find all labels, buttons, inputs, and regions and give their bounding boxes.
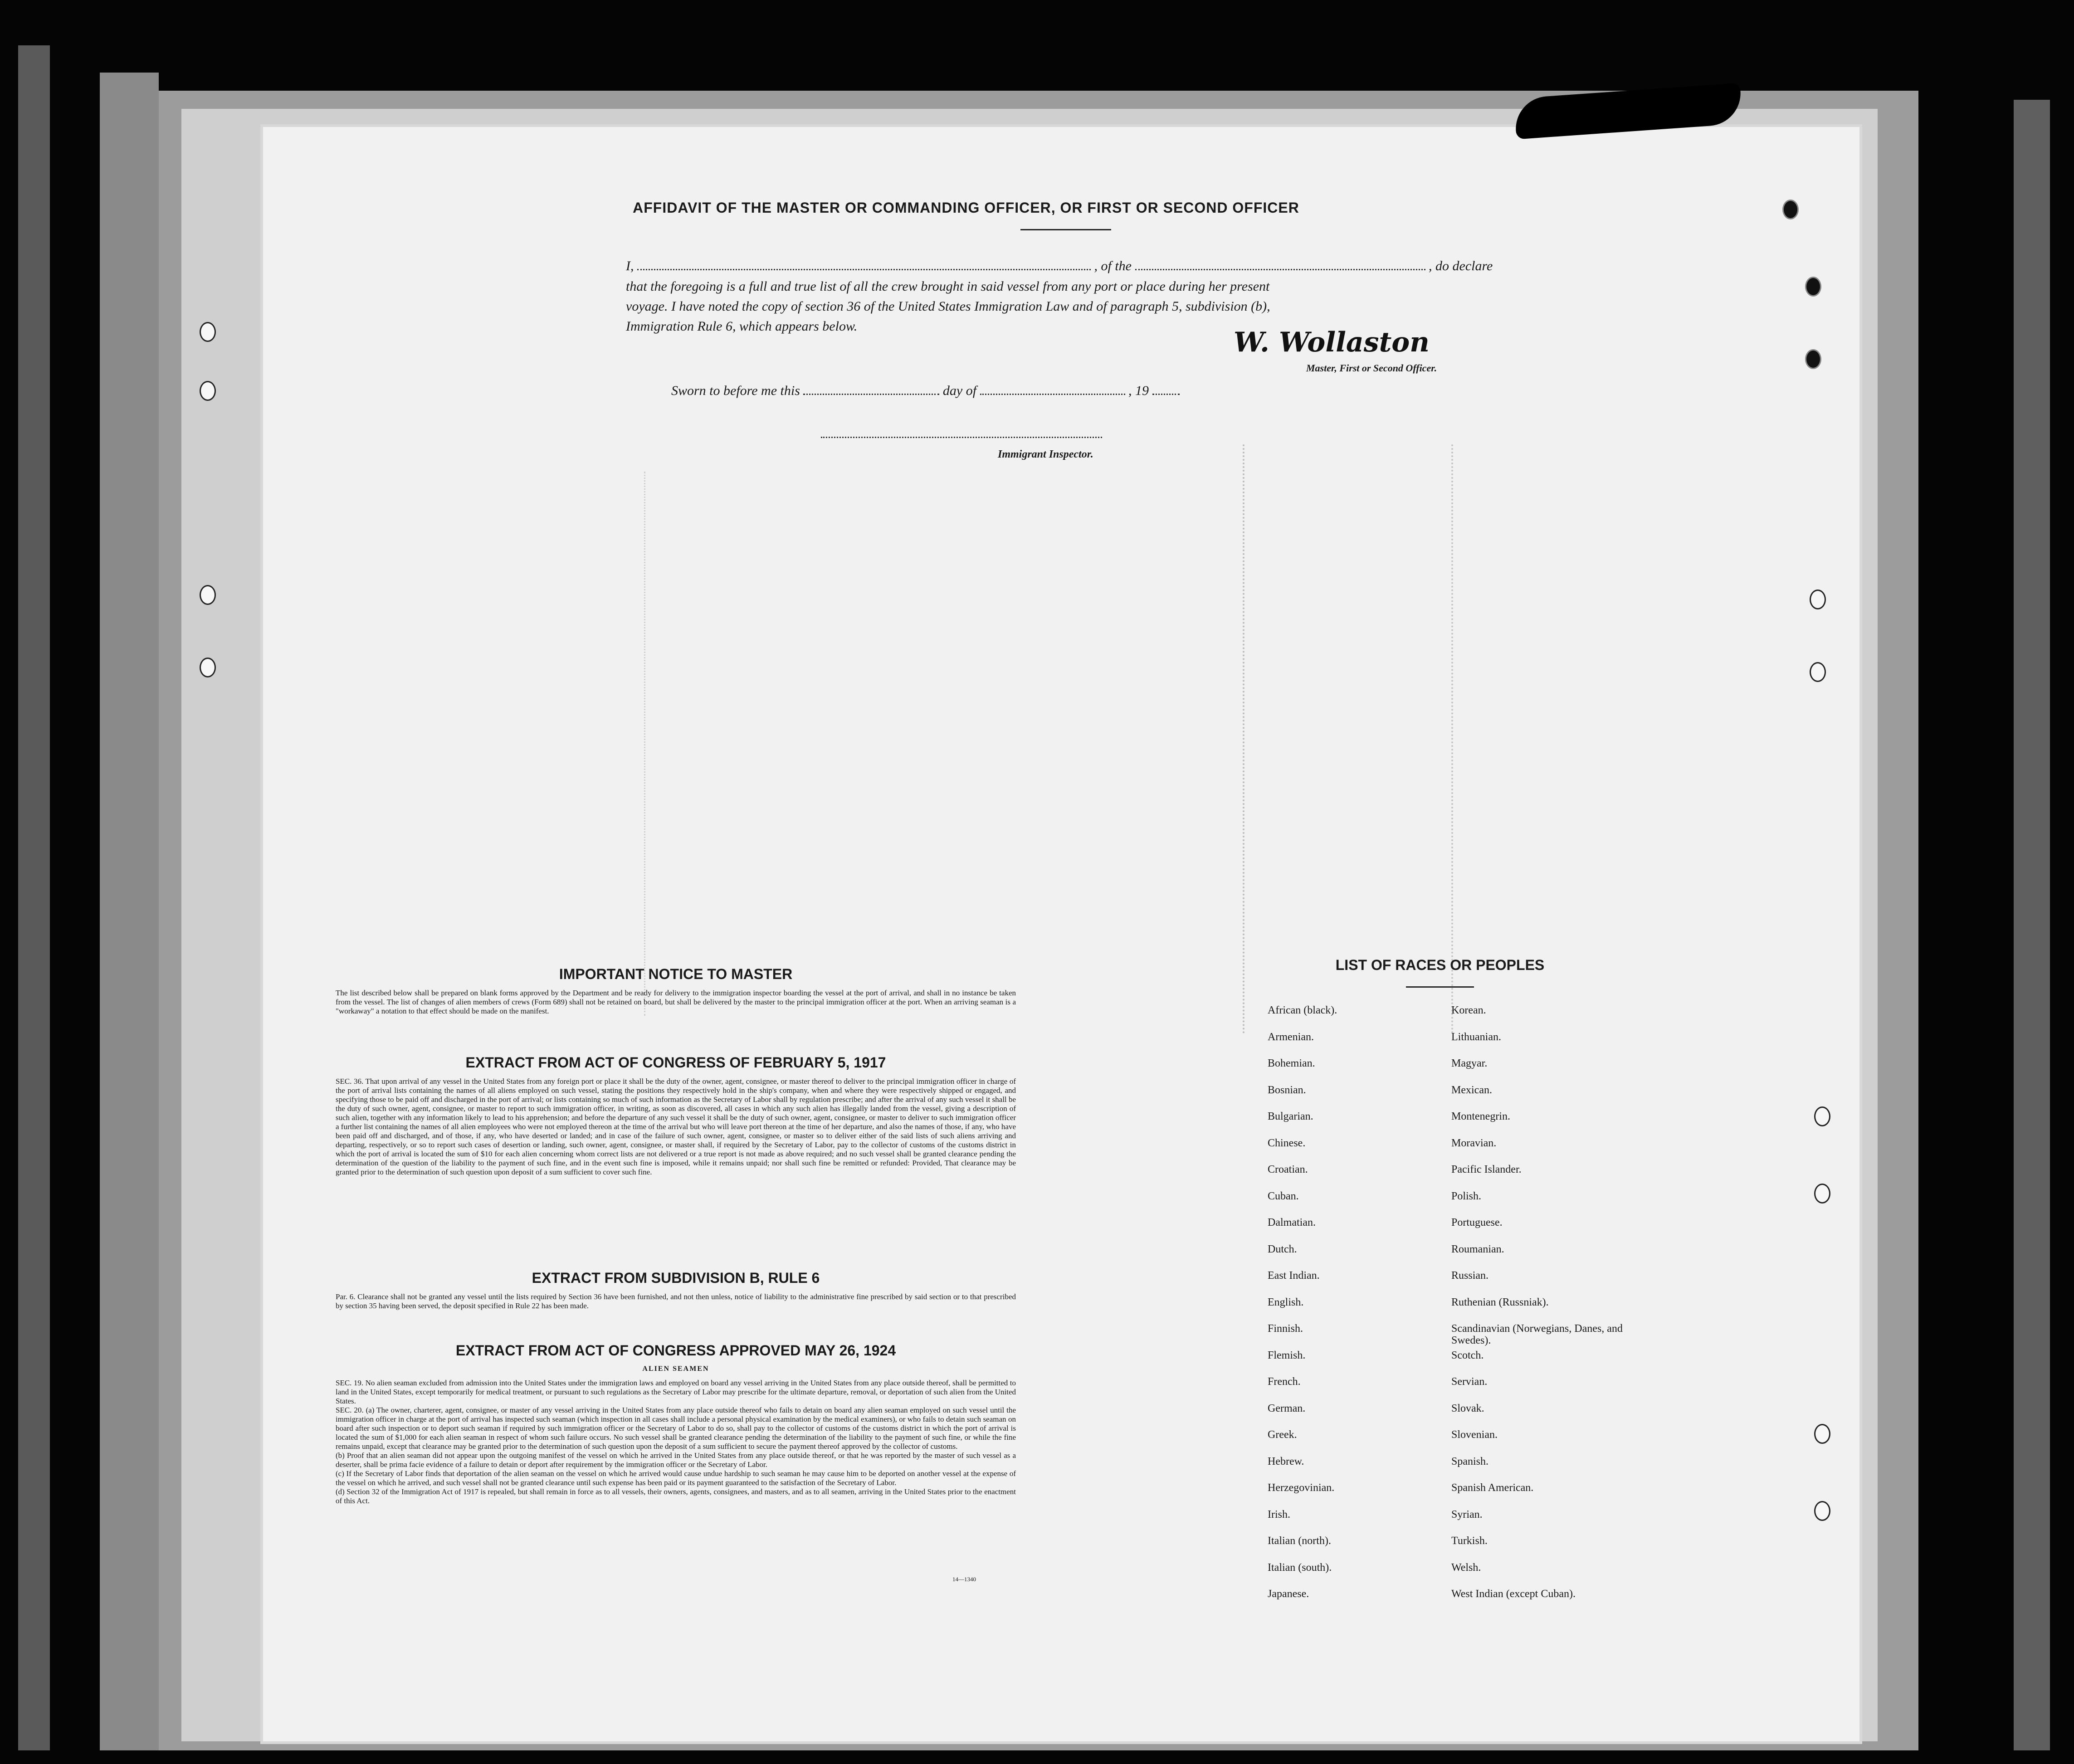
title-underline (1020, 229, 1111, 230)
master-signature: W. Wollaston (1234, 326, 1430, 358)
extract-rule6-title: EXTRACT FROM SUBDIVISION B, RULE 6 (532, 1270, 820, 1286)
race-item: Bohemian. (1268, 1057, 1315, 1069)
race-item: Finnish. (1268, 1323, 1303, 1335)
race-item: Herzegovinian. (1268, 1482, 1335, 1494)
punch-hole (1810, 590, 1826, 609)
race-item: Hebrew. (1268, 1455, 1304, 1467)
inspector-caption: Immigrant Inspector. (998, 448, 1093, 460)
race-item: Polish. (1451, 1190, 1482, 1202)
race-item: Scotch. (1451, 1349, 1484, 1361)
punch-hole (1805, 349, 1821, 369)
race-item: Korean. (1451, 1004, 1486, 1016)
day-of-text: day of (942, 383, 977, 398)
punch-hole (200, 585, 216, 605)
sec-19: SEC. 19. No alien seaman excluded from admission into the United States under the immigration laws and employed on board any vessel arriving in the United States from any place outside thereof, shall be permitted to land in the United States, except temporarily for medical treatment, or pursuant to such regulations as the Secretary of Labor may prescribe for the ultimate departure, removal, or deportation of such alien from the United States. (336, 1379, 1016, 1405)
race-item: Pacific Islander. (1451, 1164, 1522, 1175)
inspector-signature-line (821, 437, 1102, 438)
punch-hole (200, 658, 216, 677)
extract-1924-title: EXTRACT FROM ACT OF CONGRESS APPROVED MAY 26, 1924 (455, 1342, 896, 1359)
race-item: Flemish. (1268, 1349, 1306, 1361)
punch-hole (200, 381, 216, 401)
race-item: Dutch. (1268, 1243, 1297, 1255)
race-item: Italian (north). (1268, 1535, 1331, 1547)
race-item: Chinese. (1268, 1137, 1306, 1149)
sworn-text: Sworn to before me this (671, 383, 800, 398)
affidavit-do-declare: , do declare (1429, 258, 1493, 273)
race-item: German. (1268, 1402, 1306, 1414)
bleed-through-column (1243, 444, 1246, 1034)
affidavit-body-line1: that the foregoing is a full and true list of all the crew brought in said vessel from any port or place during her present (626, 279, 1270, 294)
affidavit-body-line3: Immigration Rule 6, which appears below. (626, 319, 858, 334)
race-item: Armenian. (1268, 1031, 1314, 1043)
form-number: 14—1340 (952, 1576, 976, 1583)
race-item: Spanish. (1451, 1455, 1489, 1467)
punch-hole (1814, 1424, 1830, 1444)
race-item: Slovak. (1451, 1402, 1484, 1414)
day-blank (803, 394, 939, 395)
affidavit-page (263, 127, 1859, 1741)
race-item: Russian. (1451, 1270, 1489, 1282)
race-item: African (black). (1268, 1004, 1337, 1016)
race-item: Cuban. (1268, 1190, 1299, 1202)
race-item: Bulgarian. (1268, 1111, 1313, 1122)
race-item: Bosnian. (1268, 1084, 1306, 1096)
left-folder-edge (100, 73, 159, 1750)
sec-20b: (b) Proof that an alien seaman did not appear upon the outgoing manifest of the vessel on which he arrived in the United States from any place outside thereof, or that he was reported by the master of such vessel as a deserter, shall be prima facie evidence of a failure to detain or deport after requirement by the immigration officer or the Secretary of Labor. (336, 1451, 1016, 1469)
affidavit-declaration-line (626, 256, 1805, 276)
race-item: Italian (south). (1268, 1561, 1332, 1574)
punch-hole (1805, 277, 1821, 297)
affidavit-title: AFFIDAVIT OF THE MASTER OR COMMANDING OFFICER, OR FIRST OR SECOND OFFICER (633, 200, 1299, 216)
race-item: West Indian (except Cuban). (1451, 1588, 1576, 1600)
punch-hole (200, 322, 216, 342)
race-item: Lithuanian. (1451, 1031, 1501, 1043)
race-item: Turkish. (1451, 1535, 1488, 1547)
race-item: Mexican. (1451, 1084, 1492, 1096)
year-text: , 19 (1128, 383, 1149, 398)
race-item: Japanese. (1268, 1588, 1309, 1600)
race-item: Portuguese. (1451, 1217, 1503, 1228)
bleed-through-column (644, 472, 647, 1016)
race-item: English. (1268, 1296, 1304, 1308)
punch-hole (1814, 1501, 1830, 1521)
year-blank (1152, 394, 1180, 395)
race-item: Scandinavian (Norwegians, Danes, and Swedes). (1451, 1323, 1623, 1346)
punch-hole (1814, 1184, 1830, 1204)
race-item: Welsh. (1451, 1561, 1481, 1574)
race-item: Ruthenian (Russniak). (1451, 1296, 1549, 1308)
race-item: Montenegrin. (1451, 1111, 1510, 1122)
sec-20d: (d) Section 32 of the Immigration Act of 1917 is repealed, but shall remain in force as to all vessels, their owners, agents, consignees, and masters, and as to all seamen, arriving in the United States prior to the enactment of this Act. (336, 1487, 1016, 1505)
race-item: Magyar. (1451, 1057, 1488, 1069)
race-item: Moravian. (1451, 1137, 1497, 1149)
notice-title: IMPORTANT NOTICE TO MASTER (559, 966, 793, 982)
race-item: Syrian. (1451, 1508, 1483, 1520)
extract-1917-body: SEC. 36. That upon arrival of any vessel in the United States from any foreign port or place it shall be the duty of the owner, agent, consignee, or master thereof to deliver to the principal immigration officer in charge of the port of arrival lists containing the names of all aliens employed on such vessel, stating the positions they respectively hold in the ship's company, when and where they were respectively shipped or engaged, and specifying those to be paid off and discharged in the port of arrival; or lists containing so much of such information as the Secretary of Labor shall by regulation prescribe; and after the arrival of any such vessel it shall be the duty of such owner, agent, consignee, or master to report to such immigration officer, in writing, as soon as discovered, all cases in which any such alien has illegally landed from the vessel, giving a description of such alien, together with any information likely to lead to his apprehension; and before the departure of any such vessel it shall be the duty of such owner, agent, consignee, or master to deliver to such immigration officer a further list containing the names of all alien employees who were not employed thereon at the time of the arrival but who will leave port thereon at the time of her departure, and also the names of those, if any, who have been paid off and discharged, and of those, if any, who have deserted or landed; and in case of the failure of such owner, agent, consignee, or master so to deliver either of the said lists of such aliens arriving and departing, respectively, or so to report such cases of desertion or landing, such owner, agent, consignee, or master shall, if required by the Secretary of Labor, pay to the collector of customs of the customs district in which the port of arrival is located the sum of $10 for each alien concerning whom correct lists are not delivered or a true report is not made as above required; and no such vessel shall be granted clearance pending the determination of the question of the liability to the payment of such fine, and in the event such fine is imposed, while it remains unpaid; nor shall such fine be remitted or refunded: Provided, That clearance may be granted prior to the determination of such question upon deposit of a sum sufficient to cover such fine. (336, 1077, 1016, 1176)
name-blank (637, 269, 1091, 270)
affidavit-body (626, 277, 1782, 336)
race-item: Spanish American. (1451, 1482, 1534, 1494)
punch-hole (1814, 1106, 1830, 1126)
race-item: Greek. (1268, 1429, 1297, 1441)
race-item: Irish. (1268, 1508, 1290, 1520)
bleed-through-column (1451, 444, 1455, 1034)
extract-rule6-body: Par. 6. Clearance shall not be granted any vessel until the lists required by Section 36 have been furnished, and not then unless, notice of liability to the administrative fine prescribed by said section or to that prescribed by section 35 having been served, the deposit specified in Rule 22 has been made. (336, 1292, 1016, 1310)
races-title-underline (1406, 986, 1474, 988)
race-item: Dalmatian. (1268, 1217, 1316, 1228)
sworn-line (671, 381, 1533, 401)
affidavit-i: I, (626, 258, 634, 273)
race-item: Slovenian. (1451, 1429, 1498, 1441)
punch-hole (1782, 200, 1799, 219)
right-binding-strip (2014, 100, 2050, 1750)
affidavit-body-line2: voyage. I have noted the copy of section 36 of the United States Immigration Law and of paragraph 5, subdivision (b), (626, 299, 1270, 314)
race-item: Servian. (1451, 1376, 1488, 1388)
left-binding-strip (18, 45, 50, 1750)
notice-body: The list described below shall be prepared on blank forms approved by the Department and be ready for delivery to the immigration inspector boarding the vessel at the port of arrival, and shall in no instance be taken from the vessel. The list of changes of alien members of crews (Form 689) shall not be retained on board, but shall be delivered by the master to the principal immigration officer at the port. When an arriving seaman is a "workaway" a notation to that effect should be made on the manifest. (336, 989, 1016, 1015)
race-item: East Indian. (1268, 1270, 1320, 1282)
vessel-blank (1135, 269, 1425, 270)
race-item: Croatian. (1268, 1164, 1308, 1175)
races-title: LIST OF RACES OR PEOPLES (1335, 957, 1545, 973)
month-blank (980, 394, 1125, 395)
extract-1924-body (336, 1379, 1016, 1506)
race-item: French. (1268, 1376, 1301, 1388)
extract-1924-subtitle: ALIEN SEAMEN (642, 1365, 709, 1373)
sec-20c: (c) If the Secretary of Labor finds that deportation of the alien seaman on the vessel on which he arrived would cause undue hardship to such seaman he may cause him to be deported on another vessel at the expense of the vessel on which he arrived, and such vessel shall not be granted clearance until such expense has been paid or its payment guaranteed to the satisfaction of the Secretary of Labor. (336, 1469, 1016, 1487)
signature-caption: Master, First or Second Officer. (1306, 362, 1437, 374)
affidavit-of-the: , of the (1094, 258, 1132, 273)
extract-1917-title: EXTRACT FROM ACT OF CONGRESS OF FEBRUARY 5, 1917 (465, 1054, 886, 1071)
sec-20a: SEC. 20. (a) The owner, charterer, agent, consignee, or master of any vessel arriving in the United States from any place outside thereof who fails to detain on board any alien seaman employed on such vessel until the immigration officer in charge at the port of arrival has inspected such seaman (which inspection in all cases shall include a personal physical examination by the medical examiners), or who fails to detain such seaman on board after such inspection or to deport such seaman if required by such immigration officer or the Secretary of Labor to do so, shall pay to the collector of customs of the customs district in which the port of arrival is located the sum of $1,000 for each alien seaman in respect of whom such failure occurs. No such vessel shall be granted clearance pending the determination of the liability to the payment of such fine, or while the fine remains unpaid, except that clearance may be granted prior to the determination of such question upon the deposit of a sum sufficient to secure the payment thereof approved by the collector of customs. (336, 1406, 1016, 1451)
punch-hole (1810, 662, 1826, 682)
race-item: Roumanian. (1451, 1243, 1504, 1255)
